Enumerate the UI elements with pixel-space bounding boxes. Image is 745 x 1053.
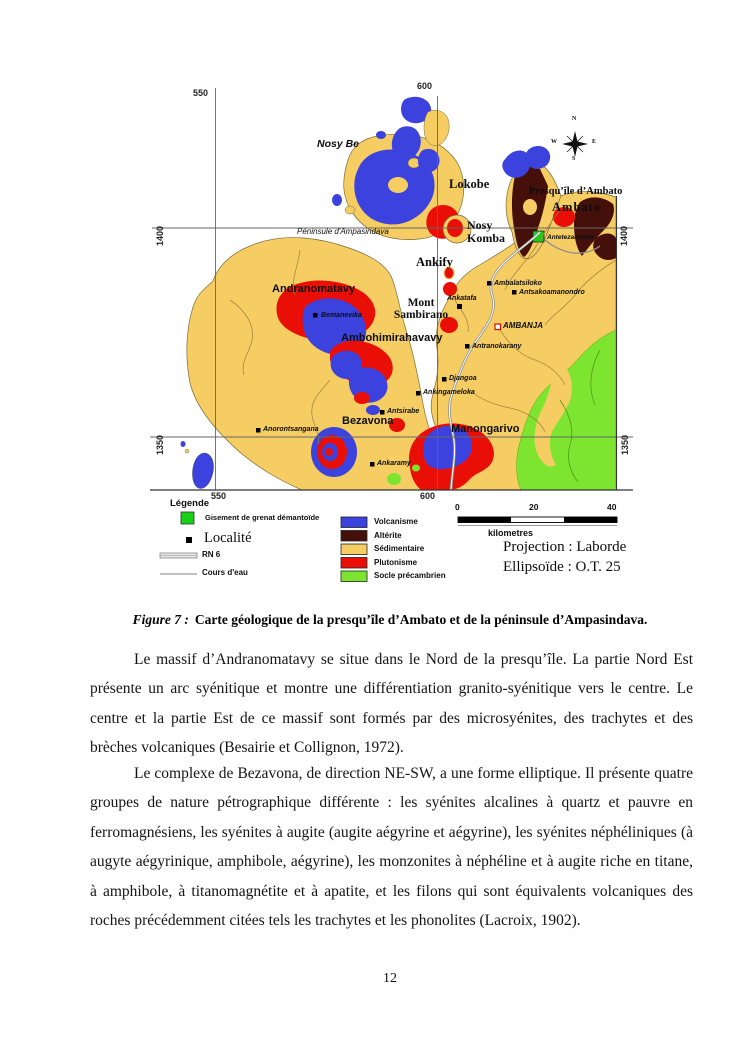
legend-label-gisement: Gisement de grenat démantoïde [205, 513, 320, 522]
sw-islet-tiny-blue [181, 441, 186, 447]
north-islet-blue-3 [376, 131, 386, 139]
west-islet-yellow [345, 206, 355, 214]
scale-tick-40: 40 [607, 502, 617, 512]
map-label-anorontsangana: Anorontsangana [263, 426, 319, 433]
page-number: 12 [383, 971, 397, 986]
body-paragraph-1: Le massif d’Andranomatavy se situe dans le Nord de la presqu’île. La partie Nord Est présente un arc syénitique et montre une différentiation granito-syénitique vers le centre. Le centre et la partie Est de ce massif sont formés par des microsyénites, des trachytes et des brèches volcaniques (Besairie et Collignon, 1972). [90, 651, 693, 757]
compass-n: N [572, 116, 577, 122]
map-label-bemanevika: Bemanevika [321, 312, 362, 319]
axis-550-top: 550 [193, 88, 209, 98]
axis-1350-left: 1350 [155, 434, 165, 455]
axis-1400-left: 1400 [155, 225, 165, 246]
map-label-antsirabe: Antsirabe [387, 408, 420, 415]
ambohimirahavavy-pluton-2 [354, 392, 370, 404]
bezavona-core [325, 448, 333, 456]
map-label-lokobe: Lokobe [449, 177, 490, 191]
compass-w: W [551, 139, 557, 145]
ambato-islet-blue-2 [526, 146, 551, 169]
map-label-ambato: Ambato [552, 200, 602, 214]
figure-caption [90, 612, 690, 628]
axis-600-bottom: 600 [420, 491, 436, 501]
legend-label-cours-eau: Cours d'eau [202, 568, 248, 577]
ambanja-marker [495, 324, 501, 330]
sw-islet-blue [192, 453, 213, 488]
projection-note: Projection : Laborde [503, 539, 627, 555]
map-label-ankaramy: Ankaramy [377, 460, 411, 467]
north-islet-blue-4 [418, 149, 440, 172]
figure-caption-text: Carte géologique de la presqu’île d’Ambato et de la péninsule d’Ampasindava. [194, 612, 648, 627]
ankify-pluton-2 [443, 282, 457, 296]
map-label-ankingameloka: Ankingameloka [423, 389, 475, 396]
socle-outlier-2 [412, 465, 420, 472]
socle-outlier-1 [387, 473, 401, 485]
map-label-antetezambato: Antetezambato [547, 234, 594, 241]
ambato-yellow-window [523, 199, 537, 215]
axis-600-top: 600 [417, 81, 433, 91]
map-label-antranokarany: Antranokarany [472, 343, 522, 350]
body-paragraph-2: Le complexe de Bezavona, de direction NE-SW, a une forme elliptique. Il présente quatre groupes de nature pétrographique différente : les syénites alcalines à quartz et pauvre en ferromagnésiens, les syénites à augite (augite aégyrine et aégyrine), les syénites néphéliniques (à augyte aégyrinique, amphibole, aégyrine), les monzonites à néphéline et à augite riche en titane, à amphibole, à titanomagnétite et à apatite, et les filons qui sont équivalents volcaniques des roches précédemment citées tels les trachytes et les phonolites (Lacroix, 1902). [90, 765, 693, 930]
legend-label-sedimentaire: Sédimentaire [374, 544, 425, 553]
map-label-ambanja: AMBANJA [503, 321, 543, 330]
legend-label-plutonisme: Plutonisme [374, 557, 418, 567]
legend-swatch-plutonisme [341, 558, 367, 569]
west-islet-blue [332, 194, 342, 206]
map-label-ambalatsiloko: Ambalatsiloko [494, 280, 542, 287]
axis-1350-right: 1350 [620, 434, 630, 455]
ellipsoid-note: Ellipsoïde : O.T. 25 [503, 559, 621, 575]
map-label-nosy-be: Nosy Be [317, 138, 360, 150]
axis-550-bottom: 550 [211, 491, 227, 501]
nosy-be-yellow-patch [388, 177, 408, 193]
map-label-manongarivo: Manongarivo [451, 423, 520, 435]
map-label-ampasindava: Péninsule d'Ampasindava [297, 227, 389, 236]
legend-title: Légende [170, 498, 210, 509]
legend-swatch-alterite [341, 531, 367, 542]
map-label-djangoa: Djangoa [449, 375, 477, 382]
compass-s: S [572, 156, 576, 162]
scale-tick-20: 20 [529, 502, 539, 512]
map-label-nosy-komba: Nosy Komba [467, 218, 506, 245]
legend-label-localite: Localité [204, 530, 252, 546]
map-label-andranomatavy: Andranomatavy [272, 283, 356, 295]
map-label-presquile-ambato: Presqu’île d’Ambato [529, 186, 623, 197]
legend-label-rn6: RN 6 [202, 550, 221, 559]
legend-localite-square [186, 537, 192, 543]
legend-label-socle: Socle précambrien [374, 571, 446, 580]
scale-unit: kilometres [488, 528, 534, 538]
scale-tick-0: 0 [455, 502, 460, 512]
map-label-bezavona: Bezavona [342, 415, 394, 427]
figure-caption-prefix: Figure 7 : [132, 612, 189, 627]
map-label-ankify: Ankify [416, 255, 453, 269]
map-label-mont-sambirano: Mont Sambirano [393, 297, 449, 322]
legend-gisement-swatch [181, 512, 194, 524]
antsirabe-volcanics [366, 405, 380, 415]
legend-swatch-volcanisme [341, 517, 367, 528]
legend-rn6-symbol [160, 553, 197, 558]
legend-swatch-sedimentaire [341, 544, 367, 555]
axis-1400-right: 1400 [619, 225, 629, 246]
scale-bar [458, 517, 617, 526]
sw-islet-tiny-yellow [185, 449, 189, 453]
legend-unit-swatches [341, 517, 367, 582]
legend-label-volcanisme: Volcanisme [374, 517, 418, 526]
compass-e: E [592, 139, 597, 145]
legend-label-alterite: Altérite [374, 530, 402, 540]
compass-rose [562, 131, 588, 157]
map-label-antsakoamanondro: Antsakoamanondro [519, 289, 585, 296]
legend-swatch-socle [341, 571, 367, 582]
map-label-ambohimirahavavy: Ambohimirahavavy [341, 332, 443, 344]
map-label-ankatafa: Ankatafa [447, 295, 477, 302]
north-islet-yellow [424, 110, 449, 145]
